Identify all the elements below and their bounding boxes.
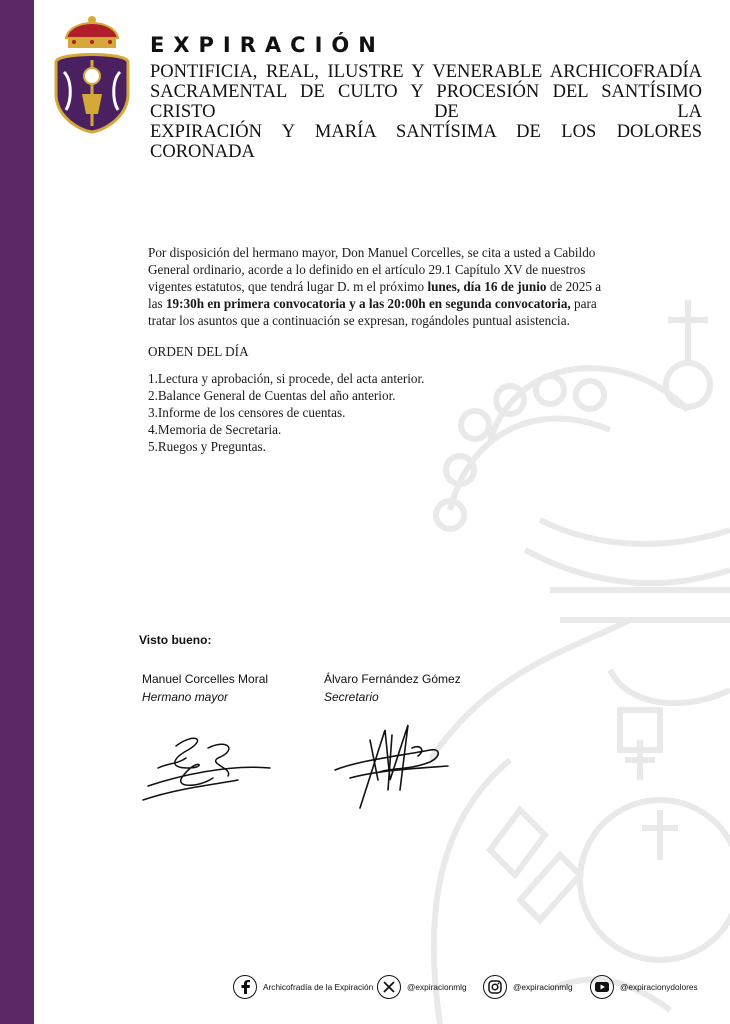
agenda-item: 1.Lectura y aprobación, si procede, del acta anterior. [148,371,425,386]
subtitle-line: EXPIRACIÓN Y MARÍA SANTÍSIMA DE LOS DOLORES CORONADA [150,122,702,162]
subtitle-line: SACRAMENTAL DE CULTO Y PROCESIÓN DEL SANTÍSIMO CRISTO DE LA [150,82,702,122]
subtitle-line: PONTIFICIA, REAL, ILUSTRE Y VENERABLE ARCHICOFRADÍA [150,62,702,82]
x-label: @expiracionmlg [407,982,467,992]
footer-youtube[interactable] [590,974,698,1000]
signature-secretario [330,720,450,812]
signer-secretario [324,670,461,706]
agenda-item: 2.Balance General de Cuentas del año anterior. [148,388,396,403]
signer-name: Manuel Corcelles Moral [142,672,269,686]
intro-paragraph [148,244,618,329]
footer-instagram[interactable] [483,974,573,1000]
signer-name: Álvaro Fernández Gómez [324,672,461,686]
agenda-item: 5.Ruegos y Preguntas. [148,439,266,454]
agenda-list [148,370,618,455]
meeting-date: lunes, día 16 de junio [427,279,547,294]
document-subtitle [150,62,702,162]
signer-hermano-mayor [142,670,268,706]
intro-text: de 2025 a las [148,279,602,311]
youtube-label: @expiracionydolores [620,982,698,992]
x-icon [377,975,401,999]
document-title: EXPIRACIÓN [150,33,385,57]
footer-facebook[interactable] [233,974,373,1000]
signer-role: Hermano mayor [142,690,229,704]
crest-logo [50,14,134,134]
left-purple-bar [0,0,34,1024]
facebook-label: Archicofradía de la Expiración [263,982,374,992]
agenda-title: ORDEN DEL DÍA [148,344,249,359]
instagram-label: @expiracionmlg [513,982,573,992]
approval-label: Visto bueno: [139,633,212,647]
footer-x[interactable] [377,974,467,1000]
meeting-times: 19:30h en primera convocatoria y a las 20:00h en segunda convocatoria, [165,296,571,311]
letter-body [148,244,618,455]
signature-hermano-mayor [138,728,273,803]
agenda-item: 3.Informe de los censores de cuentas. [148,405,346,420]
facebook-icon [233,975,257,999]
signer-role: Secretario [324,690,379,704]
instagram-icon [483,975,507,999]
youtube-icon [590,975,614,999]
intro-text: Por disposición del hermano mayor, Don Manuel Corcelles, se cita a usted a Cabildo General ordinario, acorde a lo definido en el artículo 29.1 Capítulo XV de nuestros vigentes estatutos, que tendrá lugar D. m el próximo [148,245,596,294]
intro-text: para tratar los asuntos que a continuación se expresan, rogándoles puntual asistencia. [148,296,597,328]
agenda-item: 4.Memoria de Secretaria. [148,422,282,437]
